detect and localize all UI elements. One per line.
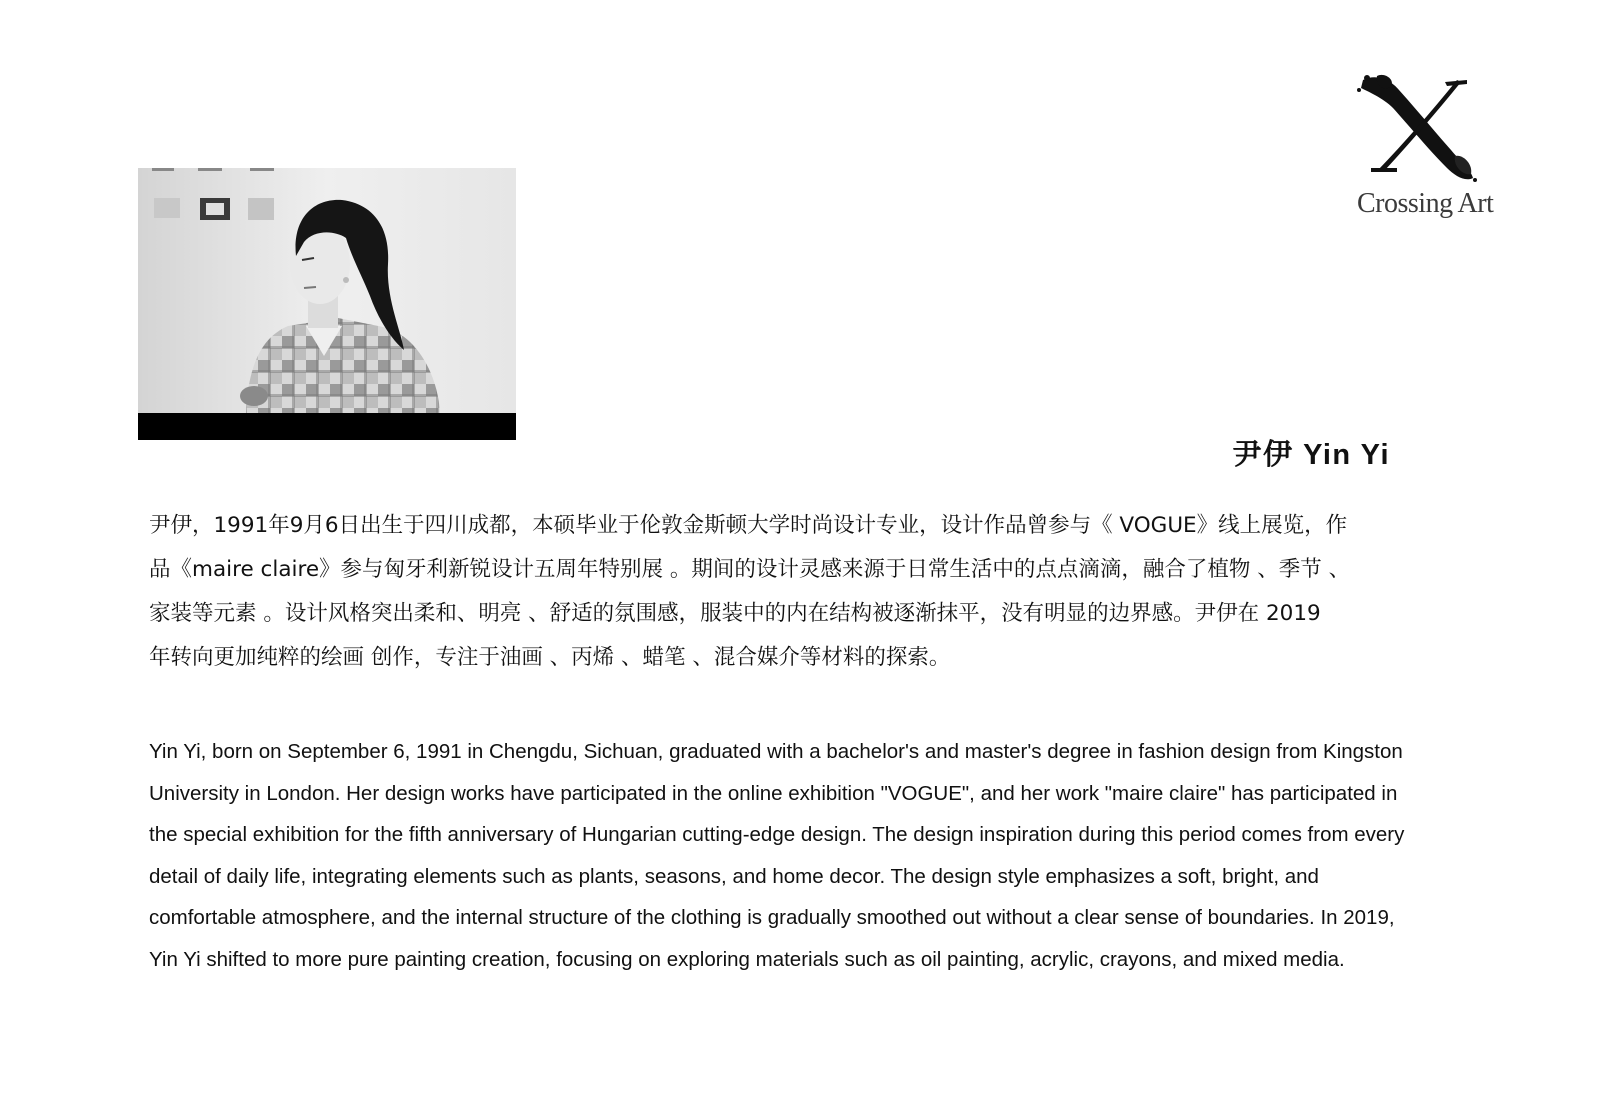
bio-cn-line: 品《maire claire》参与匈牙利新锐设计五周年特别展 。期间的设计灵感来源于日常生活中的点点滴滴，融合了植物 、季节 、 — [149, 557, 1351, 582]
bio-en-line: Yin Yi shifted to more pure painting creation, focusing on exploring materials such as oil painting, acrylic, crayons, and mixed media. — [149, 947, 1345, 971]
bio-cn-line: 年转向更加纯粹的绘画 创作，专注于油画 、丙烯 、蜡笔 、混合媒介等材料的探索。 — [149, 645, 951, 670]
artist-name: 尹伊 Yin Yi — [1232, 439, 1390, 471]
logo-text: Crossing Art — [1357, 188, 1494, 219]
bio-en-line: Yin Yi, born on September 6, 1991 in Chengdu, Sichuan, graduated with a bachelor's and master's degree in fashion design from Kingston — [149, 740, 1403, 763]
bio-en-line: University in London. Her design works have participated in the online exhibition "VOGUE", and her work "maire claire" has participated in — [149, 781, 1398, 805]
bio-en-line: the special exhibition for the fifth anniversary of Hungarian cutting-edge design. The design inspiration during this period comes from every — [149, 823, 1405, 846]
bio-chinese — [149, 504, 1469, 680]
portrait-photo — [138, 168, 516, 440]
bio-en-line: detail of daily life, integrating elements such as plants, seasons, and home decor. The design style emphasizes a soft, bright, and — [149, 864, 1319, 888]
bio-en-line: comfortable atmosphere, and the internal structure of the clothing is gradually smoothed out without a clear sense of boundaries. In 2019, — [149, 906, 1395, 929]
bio-english — [149, 731, 1469, 980]
bio-cn-line: 尹伊，1991年9月6日出生于四川成都，本硕毕业于伦敦金斯顿大学时尚设计专业，设计作品曾参与《 VOGUE》线上展览，作 — [149, 513, 1348, 538]
bio-cn-line: 家装等元素 。设计风格突出柔和、明亮 、舒适的氛围感，服装中的内在结构被逐渐抹平，没有明显的边界感。尹伊在 2019 — [149, 601, 1321, 626]
brush-x-icon — [1355, 70, 1525, 190]
crossing-art-logo — [1355, 70, 1525, 230]
